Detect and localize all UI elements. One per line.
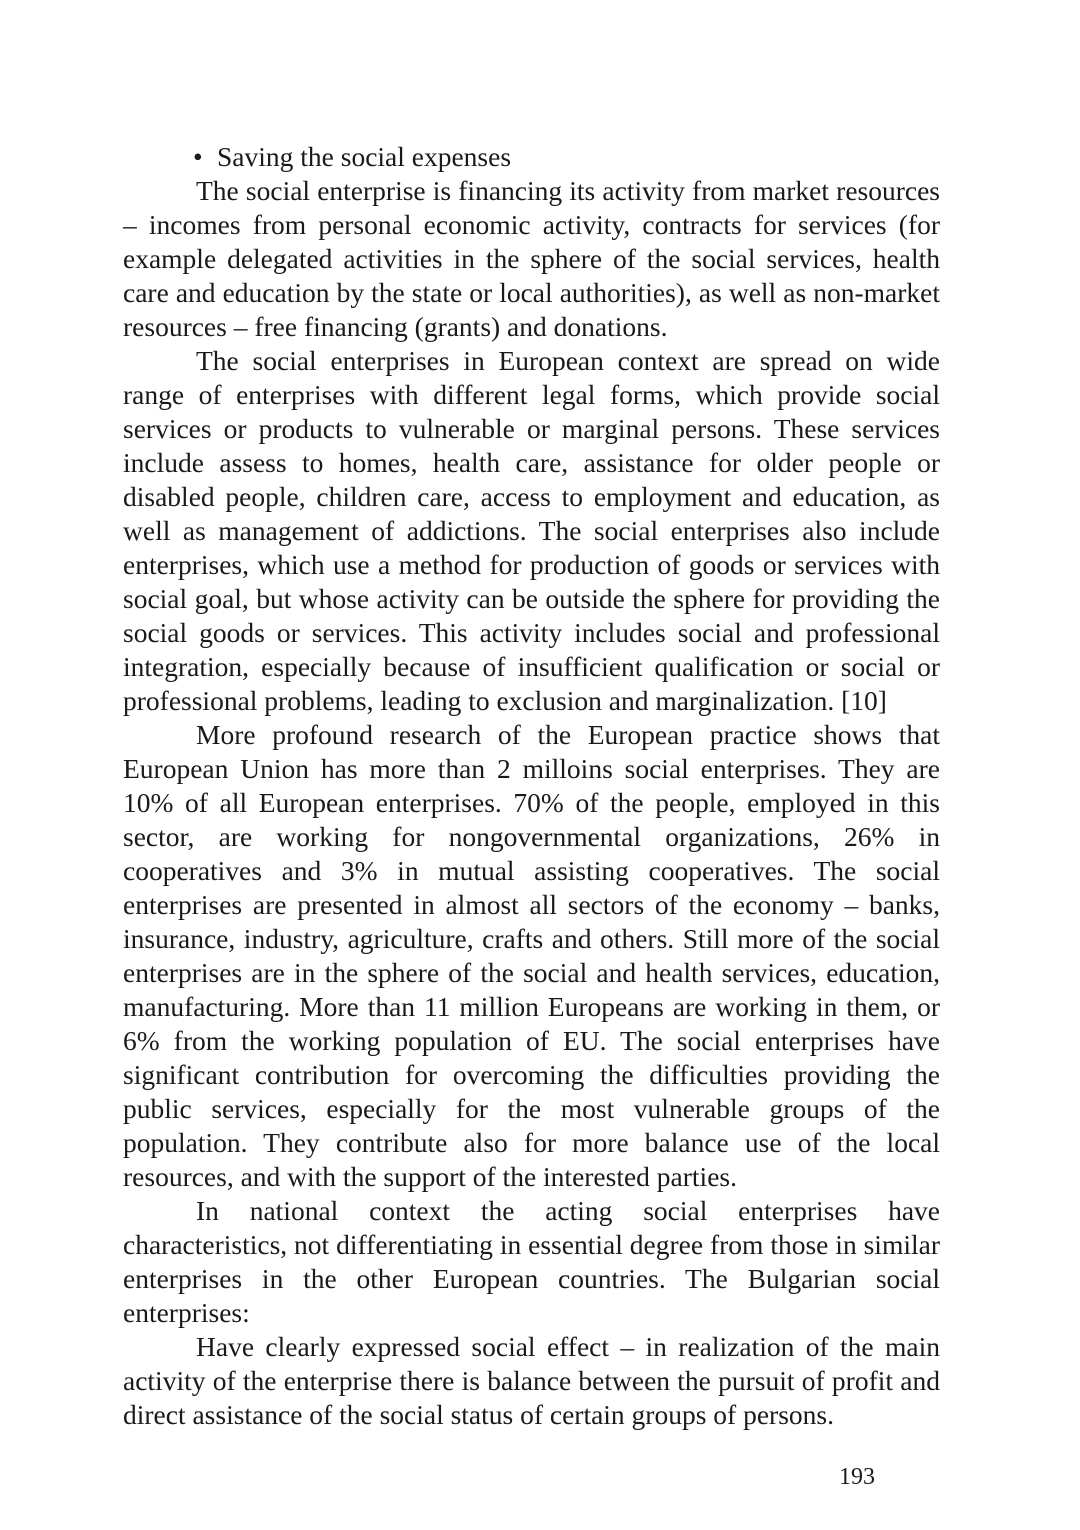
- bullet-icon: •: [193, 141, 203, 172]
- body-text: [123, 140, 940, 1432]
- bullet-text: Saving the social expenses: [217, 141, 512, 172]
- paragraph-social-effect: Have clearly expressed social effect – in realization of the main activity of the enterprise there is balance between the pursuit of profit and direct assistance of the social status of certain groups of persons.: [123, 1331, 940, 1430]
- paragraph-european-context: The social enterprises in European context are spread on wide range of enterprises with different legal forms, which provide social services or products to vulnerable or marginal persons. These services include assess to homes, health care, assistance for older people or disabled people, children care, access to employment and education, as well as management of addictions. The social enterprises also include enterprises, which use a method for production of goods or services with social goal, but whose activity can be outside the sphere for providing the social goods or services. This activity includes social and professional integration, especially because of insufficient qualification or social or professional problems, leading to exclusion and marginalization. [10]: [123, 345, 940, 716]
- bullet-item: [123, 140, 940, 174]
- paragraph-european-practice: More profound research of the European practice shows that European Union has more than 2 milloins social enterprises. They are 10% of all European enterprises. 70% of the people, employed in this sector, are working for nongovernmental organizations, 26% in cooperatives and 3% in mutual assisting cooperatives. The social enterprises are presented in almost all sectors of the economy – banks, insurance, industry, agriculture, crafts and others. Still more of the social enterprises are in the sphere of the social and health services, education, manufacturing. More than 11 million Europeans are working in them, or 6% from the working population of EU. The social enterprises have significant contribution for overcoming the difficulties providing the public services, especially for the most vulnerable groups of the population. They contribute also for more balance use of the local resources, and with the support of the interested parties.: [123, 719, 940, 1192]
- paragraph-financing: The social enterprise is financing its activity from market resources – incomes from personal economic activity, contracts for services (for example delegated activities in the sphere of the social services, health care and education by the state or local authorities), as well as non-market resources – free financing (grants) and donations.: [123, 175, 940, 342]
- page-number: 193: [839, 1464, 875, 1490]
- paragraph-national-context: In national context the acting social enterprises have characteristics, not differentiating in essential degree from those in similar enterprises in the other European countries. The Bulgarian social enterprises:: [123, 1195, 940, 1328]
